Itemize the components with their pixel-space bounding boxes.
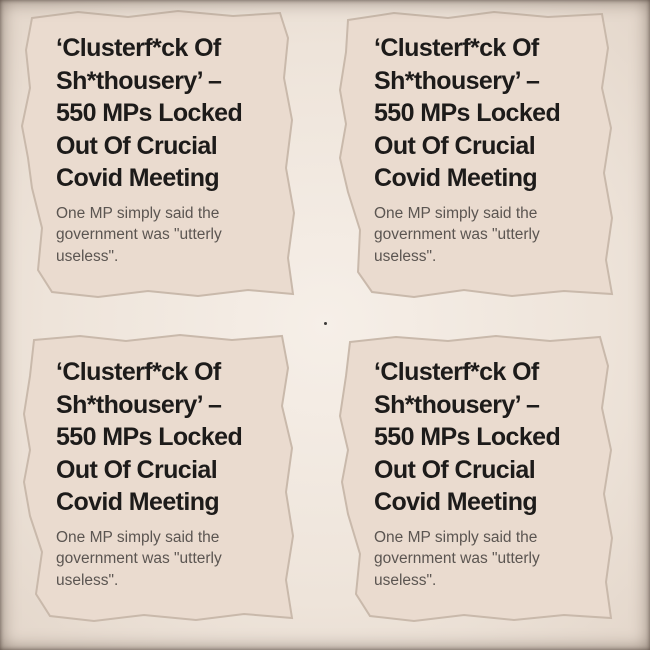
summary: One MP simply said the government was "utterly useless". bbox=[56, 204, 222, 265]
headline: ‘Clusterf*ck Of Sh*thousery’ – 550 MPs Locked Out Of Crucial Covid Meeting bbox=[56, 34, 243, 192]
summary: One MP simply said the government was "utterly useless". bbox=[374, 204, 540, 265]
headline: ‘Clusterf*ck Of Sh*thousery’ – 550 MPs Locked Out Of Crucial Covid Meeting bbox=[374, 34, 561, 192]
news-clipping-top-left bbox=[18, 8, 298, 300]
news-clipping-top-right bbox=[336, 8, 616, 300]
headline: ‘Clusterf*ck Of Sh*thousery’ – 550 MPs Locked Out Of Crucial Covid Meeting bbox=[374, 358, 561, 516]
news-clipping-bottom-right bbox=[336, 332, 616, 624]
news-clipping-bottom-left bbox=[18, 332, 298, 624]
ink-speck bbox=[324, 322, 327, 325]
summary: One MP simply said the government was "utterly useless". bbox=[374, 528, 540, 589]
headline: ‘Clusterf*ck Of Sh*thousery’ – 550 MPs Locked Out Of Crucial Covid Meeting bbox=[56, 358, 243, 516]
summary: One MP simply said the government was "utterly useless". bbox=[56, 528, 222, 589]
